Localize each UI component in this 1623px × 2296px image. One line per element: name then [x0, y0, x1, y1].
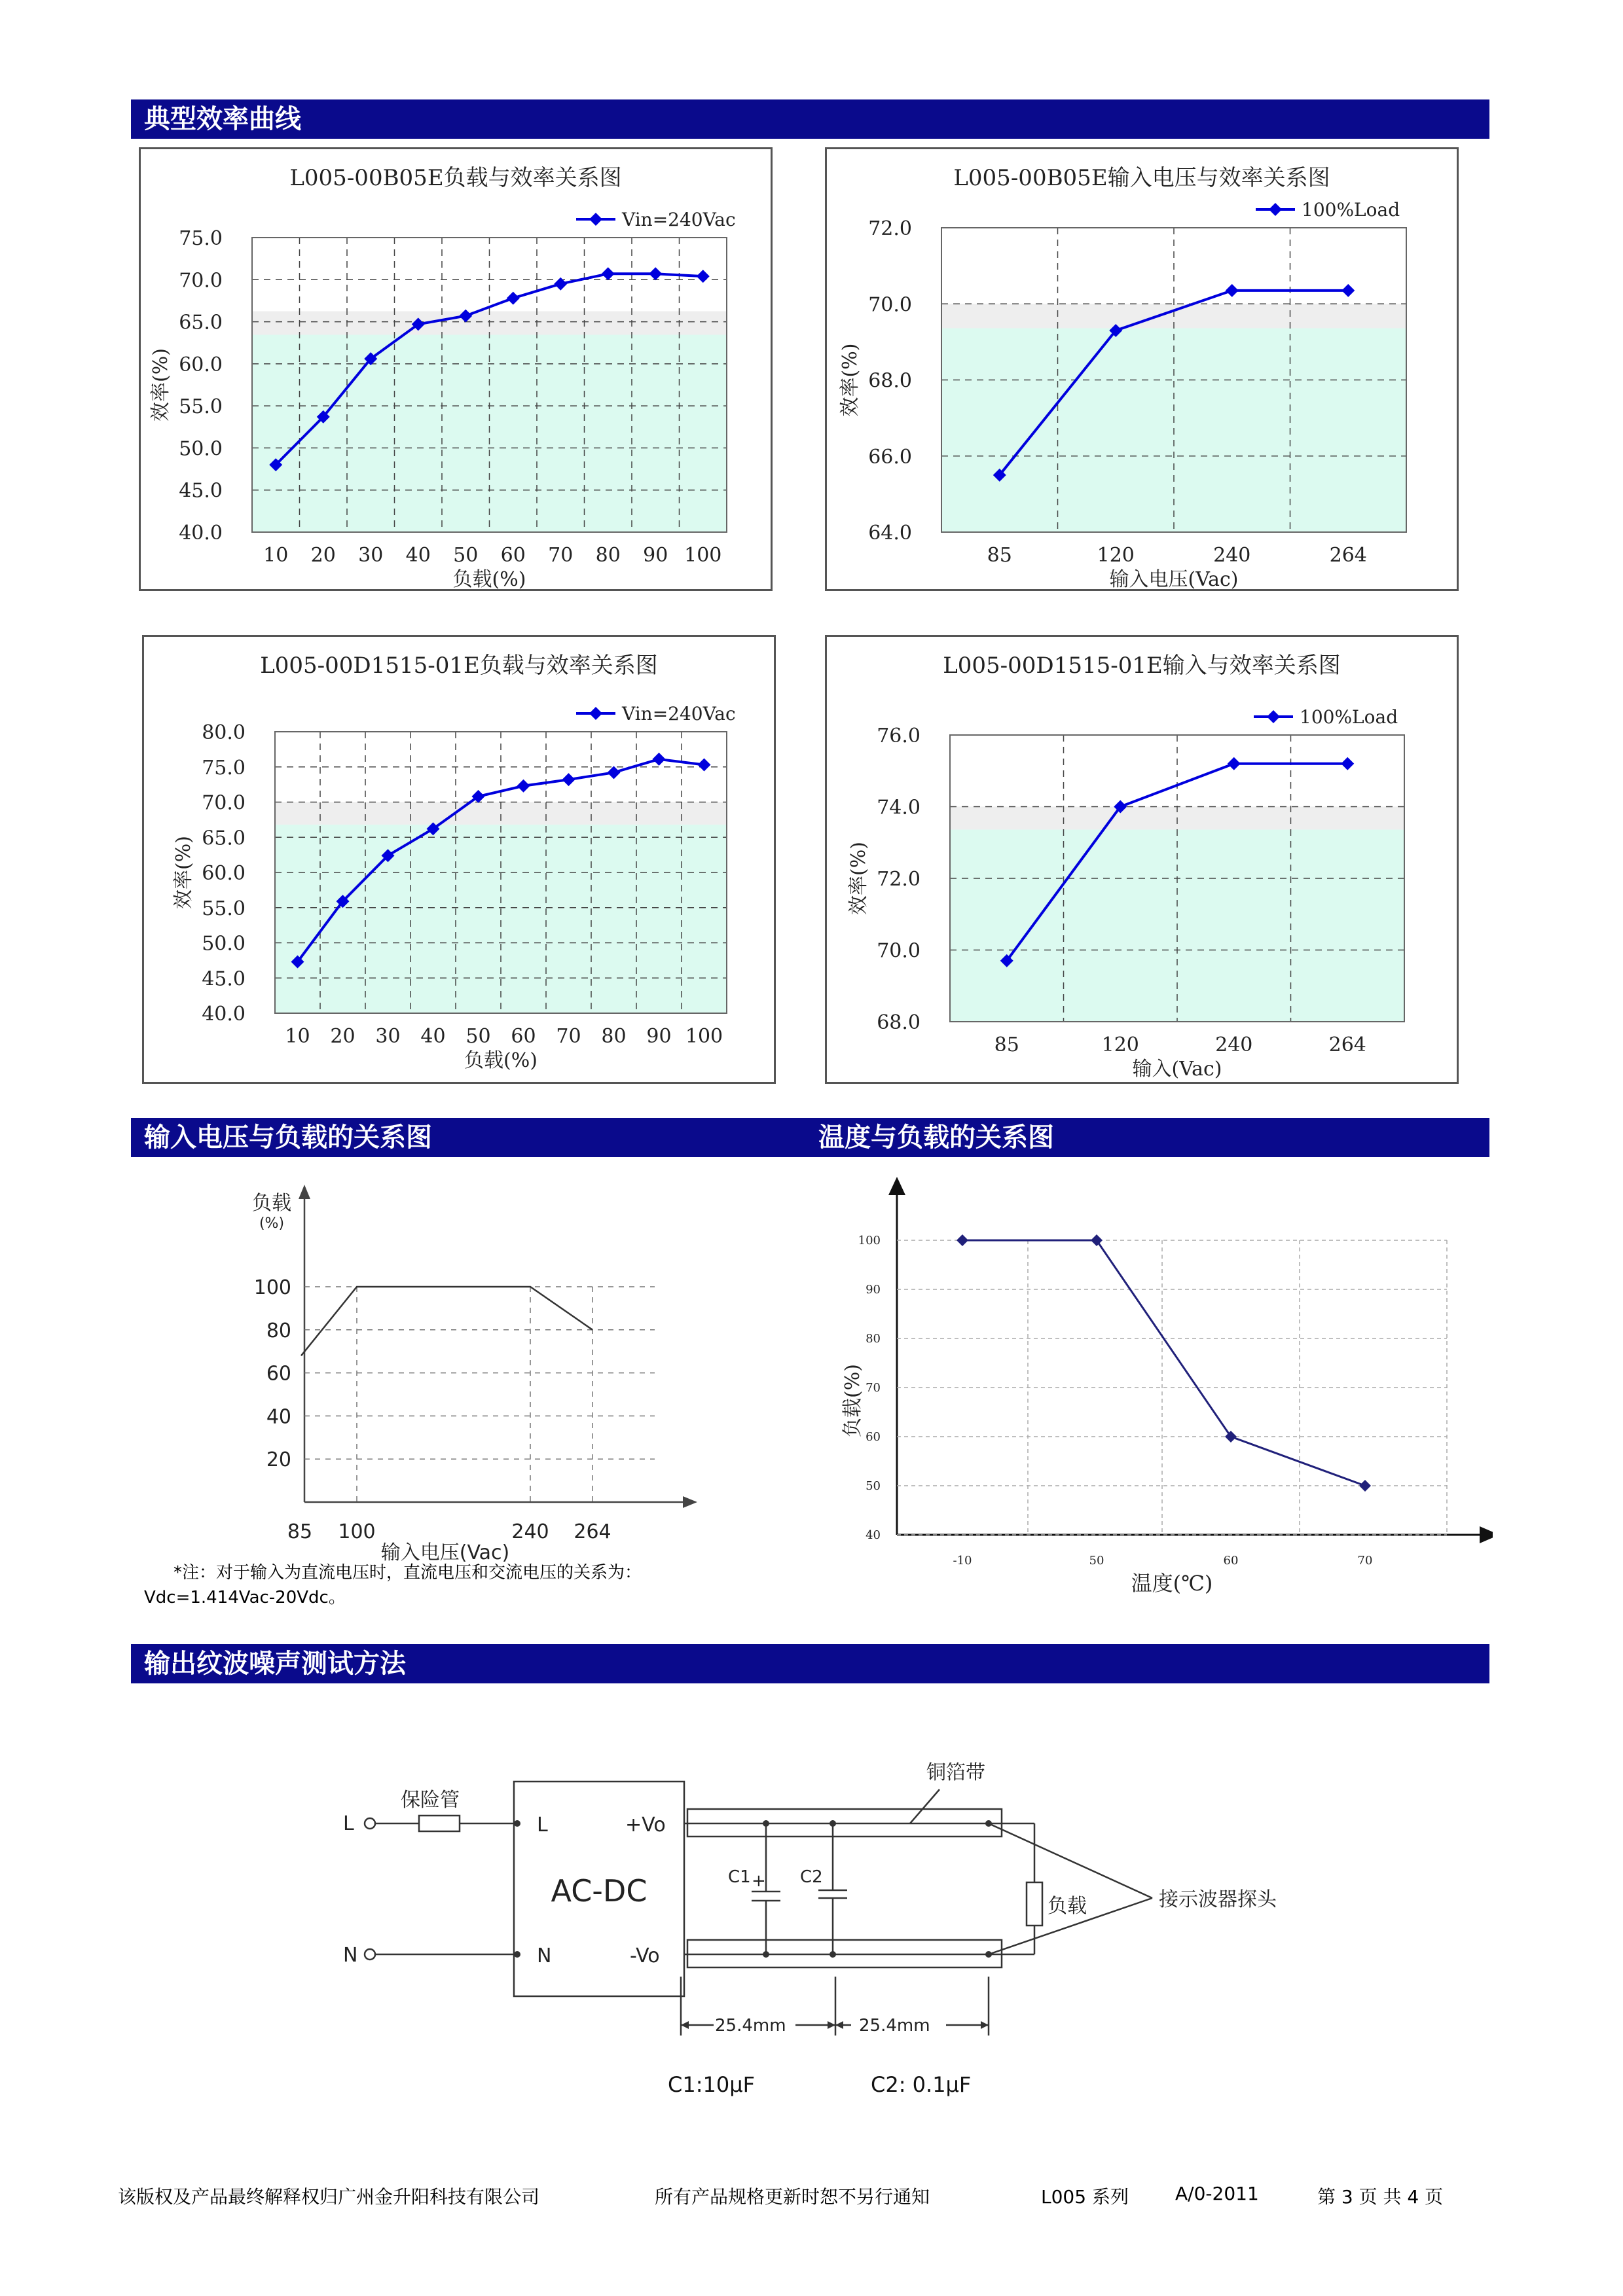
x-tick-label: 264: [1328, 1033, 1366, 1056]
y-tick-label: 68.0: [877, 1011, 921, 1034]
x-axis-label: 负载(%): [464, 1049, 538, 1072]
label-c1: C1: [728, 1867, 751, 1887]
x-tick-label: 100: [338, 1520, 376, 1543]
y-axis-label: 效率(%): [172, 836, 195, 909]
y-tick-label: 45.0: [202, 967, 246, 991]
label-line-n: N: [343, 1944, 358, 1967]
x-tick-label: 85: [994, 1033, 1019, 1056]
y-tick-label: 60.0: [202, 862, 246, 885]
section-title-input-load: 输入电压与负载的关系图: [144, 1122, 432, 1153]
y-tick-label: 74.0: [877, 796, 921, 819]
y-tick-label: 40.0: [179, 522, 223, 545]
derating-line: [301, 1287, 593, 1355]
derating-line: [962, 1240, 1365, 1486]
x-tick-label: 240: [1213, 544, 1251, 567]
legend-marker: [1267, 710, 1280, 723]
legend-label: 100%Load: [1302, 199, 1400, 221]
y-tick-label: 80: [266, 1319, 291, 1342]
legend-label: 100%Load: [1300, 706, 1398, 728]
x-tick-label: 20: [330, 1025, 356, 1048]
chart-title: L005-00B05E负载与效率关系图: [289, 165, 622, 191]
label-c2-value: C2: 0.1μF: [871, 2072, 972, 2097]
y-tick-label: 55.0: [179, 395, 223, 419]
x-tick-label: 90: [646, 1025, 672, 1048]
chart-load-efficiency-d1515: [144, 637, 774, 1082]
x-tick-label: 70: [1357, 1554, 1373, 1568]
y-axis-label: 负载: [252, 1192, 291, 1215]
y-tick-label: 72.0: [877, 868, 921, 891]
label-pin-vo-minus: -Vo: [630, 1945, 660, 1967]
chart-box-4: [825, 635, 1459, 1084]
x-tick-label: 60: [511, 1025, 536, 1048]
y-tick-label: 65.0: [202, 827, 246, 850]
legend-marker: [589, 707, 602, 720]
y-tick-label: 80: [866, 1332, 881, 1346]
legend-label: Vin=240Vac: [622, 703, 736, 725]
y-tick-label: 50.0: [179, 437, 223, 461]
chart-box-3: [142, 635, 776, 1084]
label-line-l: L: [343, 1812, 354, 1835]
x-axis-label: 输入电压(Vac): [380, 1541, 510, 1564]
footer-series: L005 系列: [1041, 2186, 1129, 2208]
x-tick-label: 50: [453, 544, 479, 567]
chart-load-efficiency-b05e: [141, 149, 771, 589]
x-tick-label: 90: [643, 544, 668, 567]
y-tick-label: 70: [866, 1381, 881, 1395]
x-tick-label: 100: [685, 1025, 723, 1048]
section-title-temp-load: 温度与负载的关系图: [818, 1122, 1054, 1153]
label-c2: C2: [800, 1867, 823, 1887]
x-tick-label: 264: [574, 1520, 611, 1543]
x-tick-label: 120: [1101, 1033, 1139, 1056]
chart-title: L005-00D1515-01E输入与效率关系图: [943, 653, 1341, 679]
footer-revision: A/0-2011: [1175, 2183, 1259, 2204]
x-tick-label: 70: [548, 544, 574, 567]
chart-box-1: [139, 147, 773, 591]
data-point: [1359, 1480, 1371, 1492]
x-tick-label: 70: [556, 1025, 581, 1048]
x-tick-label: 240: [511, 1520, 549, 1543]
y-tick-label: 100: [253, 1276, 291, 1299]
label-pin-vo-plus: +Vo: [625, 1814, 666, 1837]
data-point: [1091, 1234, 1103, 1246]
y-tick-label: 40: [866, 1528, 881, 1542]
y-tick-label: 70.0: [868, 293, 912, 317]
chart-box-2: [825, 147, 1459, 591]
x-tick-label: 50: [1089, 1554, 1104, 1568]
svg-text:+: +: [752, 1871, 766, 1891]
x-tick-label: 85: [987, 544, 1012, 567]
x-tick-label: 30: [375, 1025, 401, 1048]
y-tick-label: 75.0: [202, 756, 246, 780]
x-tick-label: 40: [420, 1025, 446, 1048]
x-tick-label: 120: [1097, 544, 1135, 567]
y-tick-label: 65.0: [179, 311, 223, 334]
label-dim-1: 25.4mm: [715, 2016, 786, 2036]
section-title-ripple: 输出纹波噪声测试方法: [144, 1649, 406, 1679]
x-tick-label: 20: [310, 544, 336, 567]
label-fuse: 保险管: [401, 1789, 460, 1812]
x-tick-label: 60: [1223, 1554, 1239, 1568]
x-tick-label: -10: [953, 1554, 972, 1568]
section-title-efficiency: 典型效率曲线: [144, 104, 301, 134]
y-axis-label: 负载(%): [841, 1364, 864, 1437]
y-tick-label: 50.0: [202, 932, 246, 956]
label-load: 负载: [1048, 1895, 1087, 1918]
y-tick-label: 70.0: [877, 939, 921, 963]
chart-input-voltage-load: [131, 1172, 720, 1564]
y-tick-label: 20: [266, 1448, 291, 1472]
legend-marker: [589, 213, 602, 226]
label-dim-2: 25.4mm: [859, 2016, 930, 2036]
y-axis-unit: (%): [259, 1215, 285, 1232]
footer-copyright: 该版权及产品最终解释权归广州金升阳科技有限公司: [118, 2186, 540, 2208]
y-tick-label: 40: [266, 1405, 291, 1429]
x-tick-label: 80: [601, 1025, 627, 1048]
x-tick-label: 80: [595, 544, 621, 567]
y-axis-label: 效率(%): [149, 348, 172, 422]
x-axis-label: 温度(℃): [1131, 1571, 1213, 1596]
x-tick-label: 264: [1329, 544, 1367, 567]
ripple-test-circuit: [314, 1741, 1336, 2108]
x-tick-label: 85: [287, 1520, 313, 1543]
x-tick-label: 40: [405, 544, 431, 567]
footer-notice: 所有产品规格更新时恕不另行通知: [655, 2186, 930, 2208]
y-tick-label: 50: [866, 1479, 881, 1493]
x-tick-label: 50: [465, 1025, 491, 1048]
x-tick-label: 100: [684, 544, 722, 567]
y-axis-label: 效率(%): [839, 343, 862, 417]
label-c1-value: C1:10μF: [668, 2072, 755, 2097]
y-tick-label: 72.0: [868, 217, 912, 240]
y-tick-label: 75.0: [179, 227, 223, 250]
legend-marker: [1269, 203, 1282, 216]
x-tick-label: 60: [500, 544, 526, 567]
section-bar-efficiency: [131, 99, 1489, 139]
y-tick-label: 80.0: [202, 721, 246, 744]
label-ac-dc: AC-DC: [551, 1873, 647, 1909]
y-tick-label: 60: [266, 1362, 291, 1386]
y-tick-label: 60: [866, 1430, 881, 1444]
y-tick-label: 100: [858, 1234, 881, 1247]
y-tick-label: 68.0: [868, 369, 912, 393]
data-point: [1225, 1431, 1237, 1443]
y-axis-label: 效率(%): [847, 842, 870, 915]
y-tick-label: 45.0: [179, 479, 223, 503]
y-axis-arrow: [888, 1177, 905, 1195]
note-line-1: *注：对于输入为直流电压时，直流电压和交流电压的关系为：: [173, 1563, 642, 1583]
y-tick-label: 40.0: [202, 1003, 246, 1026]
chart-title: L005-00D1515-01E负载与效率关系图: [260, 653, 658, 679]
label-pin-l: L: [537, 1814, 548, 1837]
x-tick-label: 10: [263, 544, 289, 567]
footer-page: 第 3 页 共 4 页: [1317, 2186, 1444, 2208]
y-tick-label: 70.0: [202, 791, 246, 815]
x-tick-label: 240: [1215, 1033, 1253, 1056]
data-point: [957, 1234, 968, 1246]
label-pin-n: N: [537, 1945, 552, 1967]
x-axis-label: 输入(Vac): [1132, 1058, 1222, 1081]
y-tick-label: 60.0: [179, 353, 223, 376]
y-tick-label: 70.0: [179, 269, 223, 293]
x-axis-label: 输入电压(Vac): [1109, 568, 1239, 589]
x-axis-label: 负载(%): [452, 568, 526, 589]
x-axis-arrow: [1480, 1526, 1493, 1543]
y-tick-label: 55.0: [202, 897, 246, 920]
chart-input-efficiency-b05e: [827, 149, 1457, 589]
y-tick-label: 64.0: [868, 522, 912, 545]
note-line-2: Vdc=1.414Vac-20Vdc。: [144, 1588, 346, 1607]
legend-label: Vin=240Vac: [622, 209, 736, 230]
x-tick-label: 10: [285, 1025, 310, 1048]
chart-input-efficiency-d1515: [827, 637, 1457, 1082]
label-probe: 接示波器探头: [1159, 1888, 1277, 1911]
section-bar-ripple: [131, 1644, 1489, 1683]
y-tick-label: 66.0: [868, 445, 912, 469]
chart-temperature-load: [818, 1172, 1493, 1604]
x-axis-arrow: [683, 1496, 697, 1508]
chart-title: L005-00B05E输入电压与效率关系图: [953, 165, 1330, 191]
y-tick-label: 90: [866, 1283, 881, 1297]
section-bar-input-load: [131, 1118, 1489, 1157]
y-tick-label: 76.0: [877, 725, 921, 747]
x-tick-label: 30: [358, 544, 384, 567]
label-copper: 铜箔带: [926, 1761, 985, 1784]
y-axis-arrow: [299, 1185, 310, 1199]
